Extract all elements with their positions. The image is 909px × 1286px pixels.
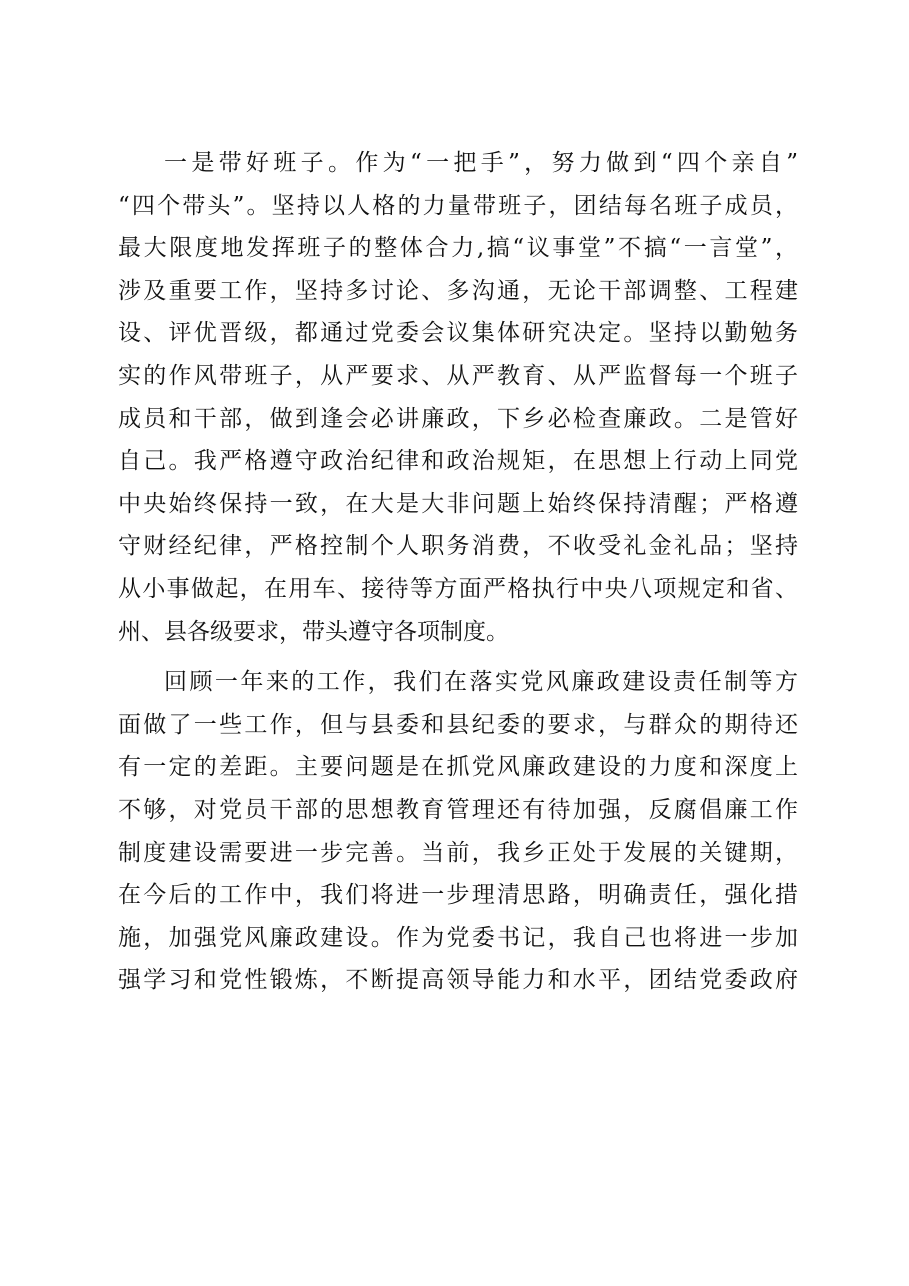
text-line: 不够，对党员干部的思想教育管理还有待加强，反腐倡廉工作 bbox=[118, 796, 798, 823]
text-line: 最大限度地发挥班子的整体合力,搞“议事堂”不搞“一言堂”， bbox=[118, 235, 798, 262]
text-line: 强学习和党性锻炼，不断提高领导能力和水平，团结党委政府 bbox=[118, 967, 798, 994]
text-line: 设、评优晋级，都通过党委会议集体研究决定。坚持以勤勉务 bbox=[118, 320, 798, 347]
text-line: 成员和干部，做到逢会必讲廉政，下乡必检查廉政。二是管好 bbox=[118, 405, 798, 432]
text-line: 州、县各级要求，带头遵守各项制度。 bbox=[118, 618, 509, 645]
paragraph-2 bbox=[118, 661, 798, 1002]
text-line: 守财经纪律，严格控制个人职务消费，不收受礼金礼品；坚持 bbox=[118, 533, 798, 560]
text-line: 有一定的差距。主要问题是在抓党风廉政建设的力度和深度上 bbox=[118, 754, 798, 781]
text-line: 回顾一年来的工作，我们在落实党风廉政建设责任制等方 bbox=[164, 669, 798, 696]
text-line: 施，加强党风廉政建设。作为党委书记，我自己也将进一步加 bbox=[118, 924, 798, 951]
text-line: 中央始终保持一致，在大是大非问题上始终保持清醒；严格遵 bbox=[118, 490, 798, 517]
text-line: “四个带头”。坚持以人格的力量带班子，团结每名班子成员， bbox=[118, 192, 798, 219]
text-line: 从小事做起，在用车、接待等方面严格执行中央八项规定和省、 bbox=[118, 575, 798, 602]
text-line: 制度建设需要进一步完善。当前，我乡正处于发展的关键期， bbox=[118, 839, 798, 866]
text-line: 涉及重要工作，坚持多讨论、多沟通，无论干部调整、工程建 bbox=[118, 277, 798, 304]
text-line: 面做了一些工作，但与县委和县纪委的要求，与群众的期待还 bbox=[118, 711, 798, 738]
paragraph-1 bbox=[118, 142, 798, 653]
text-line: 自己。我严格遵守政治纪律和政治规矩，在思想上行动上同党 bbox=[118, 448, 798, 475]
text-line: 实的作风带班子，从严要求、从严教育、从严监督每一个班子 bbox=[118, 362, 798, 389]
text-line: 一是带好班子。作为“一把手”，努力做到“四个亲自” bbox=[164, 150, 798, 176]
document-body bbox=[118, 142, 798, 1002]
text-line: 在今后的工作中，我们将进一步理清思路，明确责任，强化措 bbox=[118, 882, 798, 909]
